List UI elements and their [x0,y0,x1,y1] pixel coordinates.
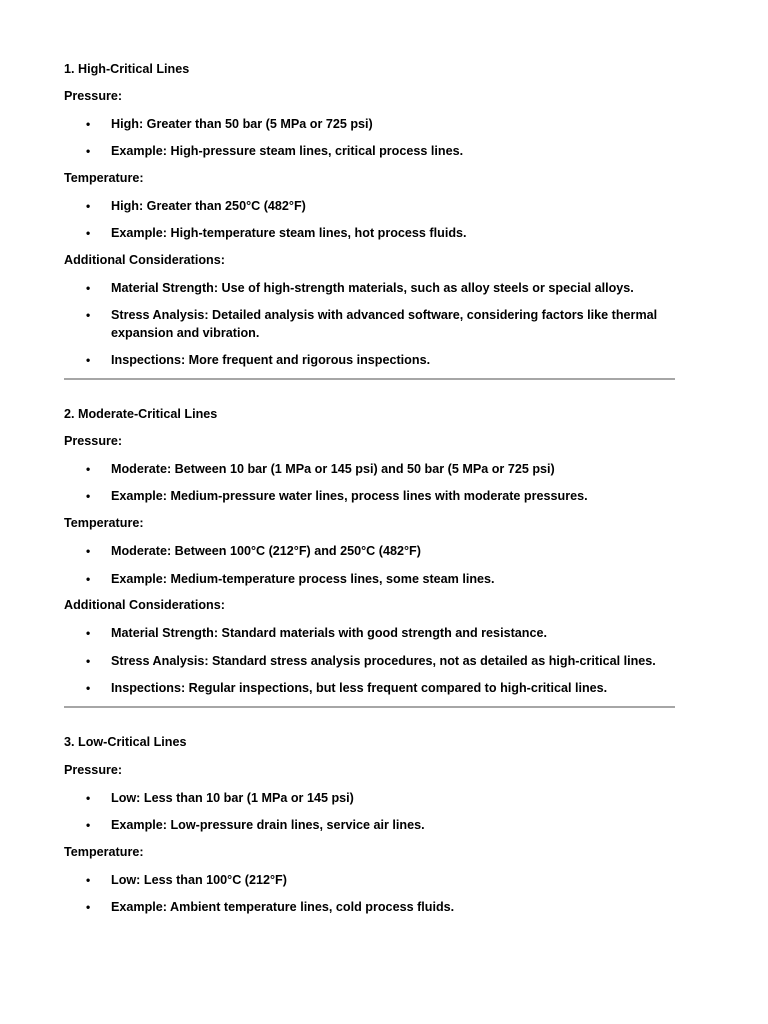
list-item-text: Low: Less than 10 bar (1 MPa or 145 psi) [111,791,354,805]
list-item-text: Stress Analysis: Standard stress analysis procedures, not as detailed as high-critical lines. [111,654,656,668]
bullet-icon: • [86,353,91,367]
list-item-text: Inspections: Regular inspections, but less frequent compared to high-critical lines. [111,681,608,695]
bullet-icon: • [86,144,91,158]
section-2-temperature-label: Temperature: [64,516,144,530]
section-divider [64,706,675,708]
section-3-temperature-label: Temperature: [64,845,144,859]
list-item [64,460,664,478]
bullet-icon: • [86,654,91,668]
list-item-text: Example: Medium-pressure water lines, process lines with moderate pressures. [111,489,588,503]
bullet-icon: • [86,681,91,695]
bullet-icon: • [86,626,91,640]
list-item [64,115,664,133]
bullet-icon: • [86,544,91,558]
bullet-icon: • [86,117,91,131]
list-item [64,142,664,160]
bullet-icon: • [86,489,91,503]
section-3-pressure-label: Pressure: [64,763,123,777]
bullet-icon: • [86,791,91,805]
bullet-icon: • [86,818,91,832]
list-item [64,652,664,670]
bullet-icon: • [86,462,91,476]
list-item [64,279,664,297]
section-2-pressure-label: Pressure: [64,434,123,448]
bullet-icon: • [86,226,91,240]
list-item-text: Moderate: Between 100°C (212°F) and 250°C (482°F) [111,544,421,558]
list-item [64,570,664,588]
list-item [64,679,664,697]
section-2-additional-label: Additional Considerations: [64,598,225,612]
list-item-text: Stress Analysis: Detailed analysis with advanced software, considering factors like thermal expansion and vibration. [111,308,658,340]
list-item [64,624,664,642]
list-item [64,306,664,342]
bullet-icon: • [86,308,91,322]
section-3-title: 3. Low-Critical Lines [64,735,187,749]
list-item-text: Example: Ambient temperature lines, cold process fluids. [111,900,455,914]
list-item [64,224,664,242]
bullet-icon: • [86,873,91,887]
list-item-text: Example: Low-pressure drain lines, service air lines. [111,818,425,832]
section-2-title: 2. Moderate-Critical Lines [64,407,218,421]
list-item-text: Moderate: Between 10 bar (1 MPa or 145 psi) and 50 bar (5 MPa or 725 psi) [111,462,555,476]
list-item-text: High: Greater than 50 bar (5 MPa or 725 psi) [111,117,373,131]
list-item [64,542,664,560]
section-divider [64,378,675,380]
section-1-pressure-label: Pressure: [64,89,123,103]
list-item [64,816,664,834]
list-item [64,351,664,369]
list-item [64,487,664,505]
list-item-text: High: Greater than 250°C (482°F) [111,199,306,213]
list-item-text: Inspections: More frequent and rigorous inspections. [111,353,431,367]
section-1-temperature-label: Temperature: [64,171,144,185]
list-item-text: Material Strength: Standard materials with good strength and resistance. [111,626,547,640]
list-item [64,789,664,807]
list-item-text: Material Strength: Use of high-strength materials, such as alloy steels or special alloys. [111,281,634,295]
bullet-icon: • [86,900,91,914]
list-item [64,871,664,889]
bullet-icon: • [86,199,91,213]
list-item [64,197,664,215]
section-1-title: 1. High-Critical Lines [64,62,190,76]
section-1-additional-label: Additional Considerations: [64,253,225,267]
list-item-text: Low: Less than 100°C (212°F) [111,873,287,887]
list-item-text: Example: High-temperature steam lines, hot process fluids. [111,226,467,240]
list-item-text: Example: High-pressure steam lines, critical process lines. [111,144,464,158]
list-item [64,898,664,916]
bullet-icon: • [86,281,91,295]
list-item-text: Example: Medium-temperature process lines, some steam lines. [111,572,495,586]
bullet-icon: • [86,572,91,586]
